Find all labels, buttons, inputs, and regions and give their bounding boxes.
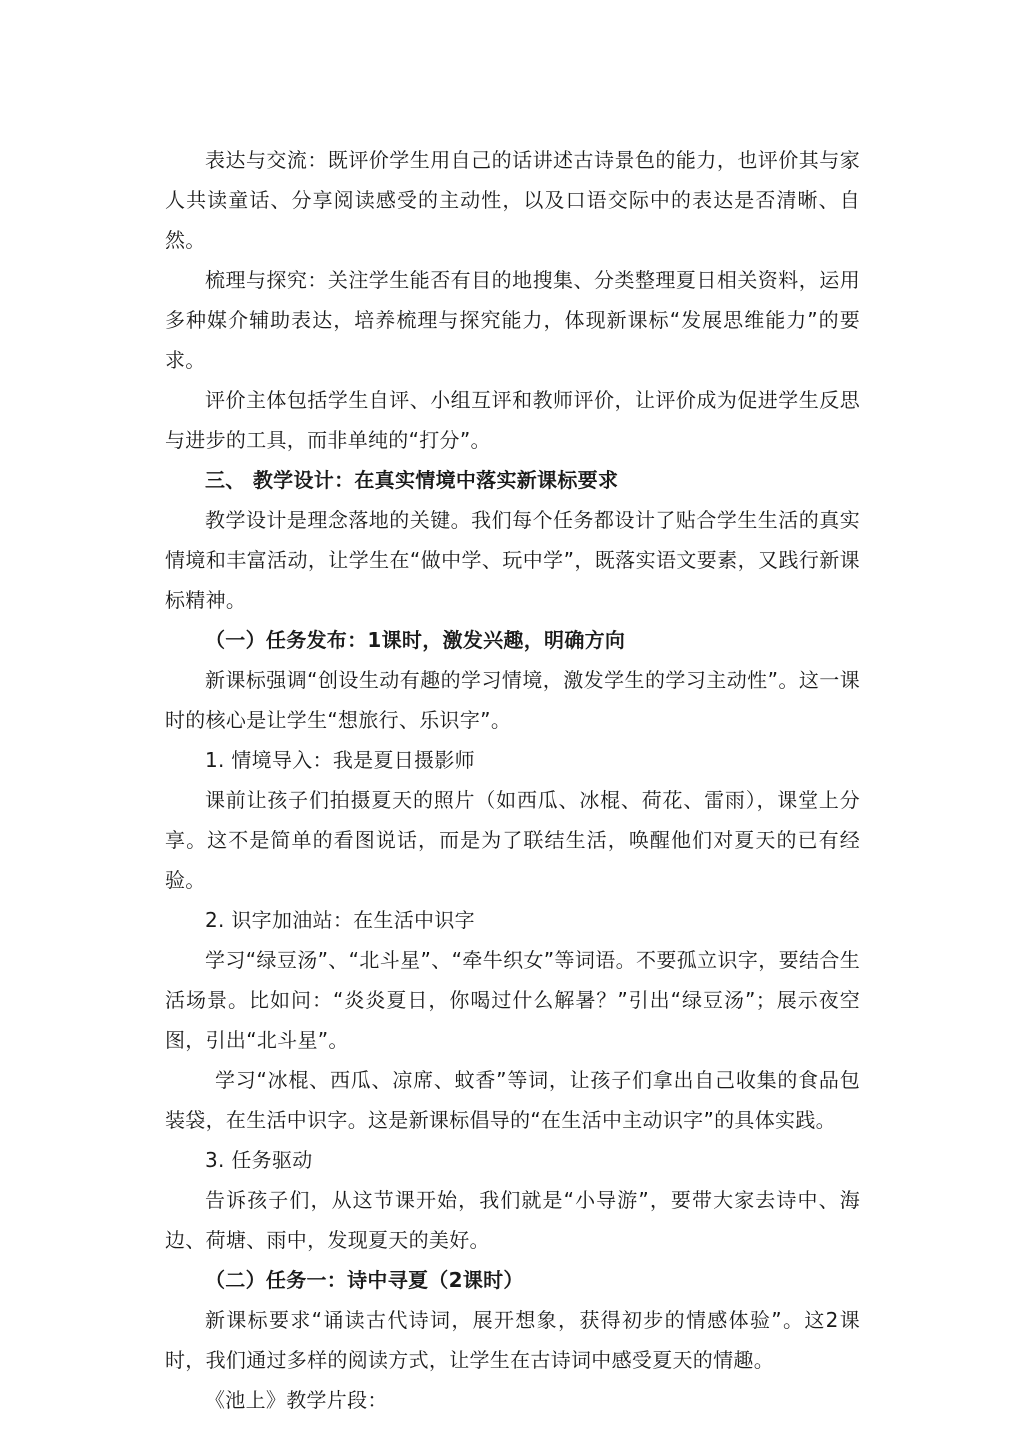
paragraph-literacy-words: 学习“绿豆汤”、“北斗星”、“牵牛织女”等词语。不要孤立识字，要结合生活场景。比如问：“炎炎夏日，你喝过什么解暑？”引出“绿豆汤”；展示夜空图，引出“北斗星”。 [165, 948, 860, 1052]
paragraph-evaluation-subjects: 评价主体包括学生自评、小组互评和教师评价，让评价成为促进学生反思与进步的工具，而非单纯的“打分”。 [165, 388, 860, 452]
subsection-heading-task-one: （二）任务一：诗中寻夏（2课时） [205, 1268, 524, 1292]
section-heading-teaching-design: 三、 教学设计：在真实情境中落实新课标要求 [205, 468, 619, 492]
subsection-heading-task-release: （一）任务发布：1课时，激发兴趣，明确方向 [205, 628, 626, 652]
paragraph-expression-communication: 表达与交流：既评价学生用自己的话讲述古诗景色的能力，也评价其与家人共读童话、分享阅读感受的主动性，以及口语交际中的表达是否清晰、自然。 [165, 148, 860, 252]
item-heading-literacy-station: 2. 识字加油站：在生活中识字 [205, 908, 475, 932]
paragraph-sorting-exploring: 梳理与探究：关注学生能否有目的地搜集、分类整理夏日相关资料，运用多种媒介辅助表达，培养梳理与探究能力，体现新课标“发展思维能力”的要求。 [165, 268, 860, 372]
item-heading-scenario-intro: 1. 情境导入：我是夏日摄影师 [205, 748, 475, 772]
paragraph-teaching-design-intro: 教学设计是理念落地的关键。我们每个任务都设计了贴合学生生活的真实情境和丰富活动，让学生在“做中学、玩中学”，既落实语文要素，又践行新课标精神。 [165, 508, 860, 612]
document-body [165, 140, 860, 1420]
paragraph-scenario-intro: 课前让孩子们拍摄夏天的照片（如西瓜、冰棍、荷花、雷雨），课堂上分享。这不是简单的看图说话，而是为了联结生活，唤醒他们对夏天的已有经验。 [165, 788, 860, 892]
item-heading-task-driven: 3. 任务驱动 [205, 1148, 313, 1172]
paragraph-chishang-fragment: 《池上》教学片段： [205, 1388, 388, 1412]
paragraph-ancient-poems: 新课标要求“诵读古代诗词，展开想象，获得初步的情感体验”。这2课时，我们通过多样的阅读方式，让学生在古诗词中感受夏天的情趣。 [165, 1308, 860, 1372]
paragraph-task-release-core: 新课标强调“创设生动有趣的学习情境，激发学生的学习主动性”。这一课时的核心是让学生“想旅行、乐识字”。 [165, 668, 860, 732]
paragraph-little-guide: 告诉孩子们，从这节课开始，我们就是“小导游”，要带大家去诗中、海边、荷塘、雨中，发现夏天的美好。 [165, 1188, 860, 1252]
paragraph-literacy-packaging: 学习“冰棍、西瓜、凉席、蚊香”等词，让孩子们拿出自己收集的食品包装袋，在生活中识字。这是新课标倡导的“在生活中主动识字”的具体实践。 [165, 1068, 860, 1132]
